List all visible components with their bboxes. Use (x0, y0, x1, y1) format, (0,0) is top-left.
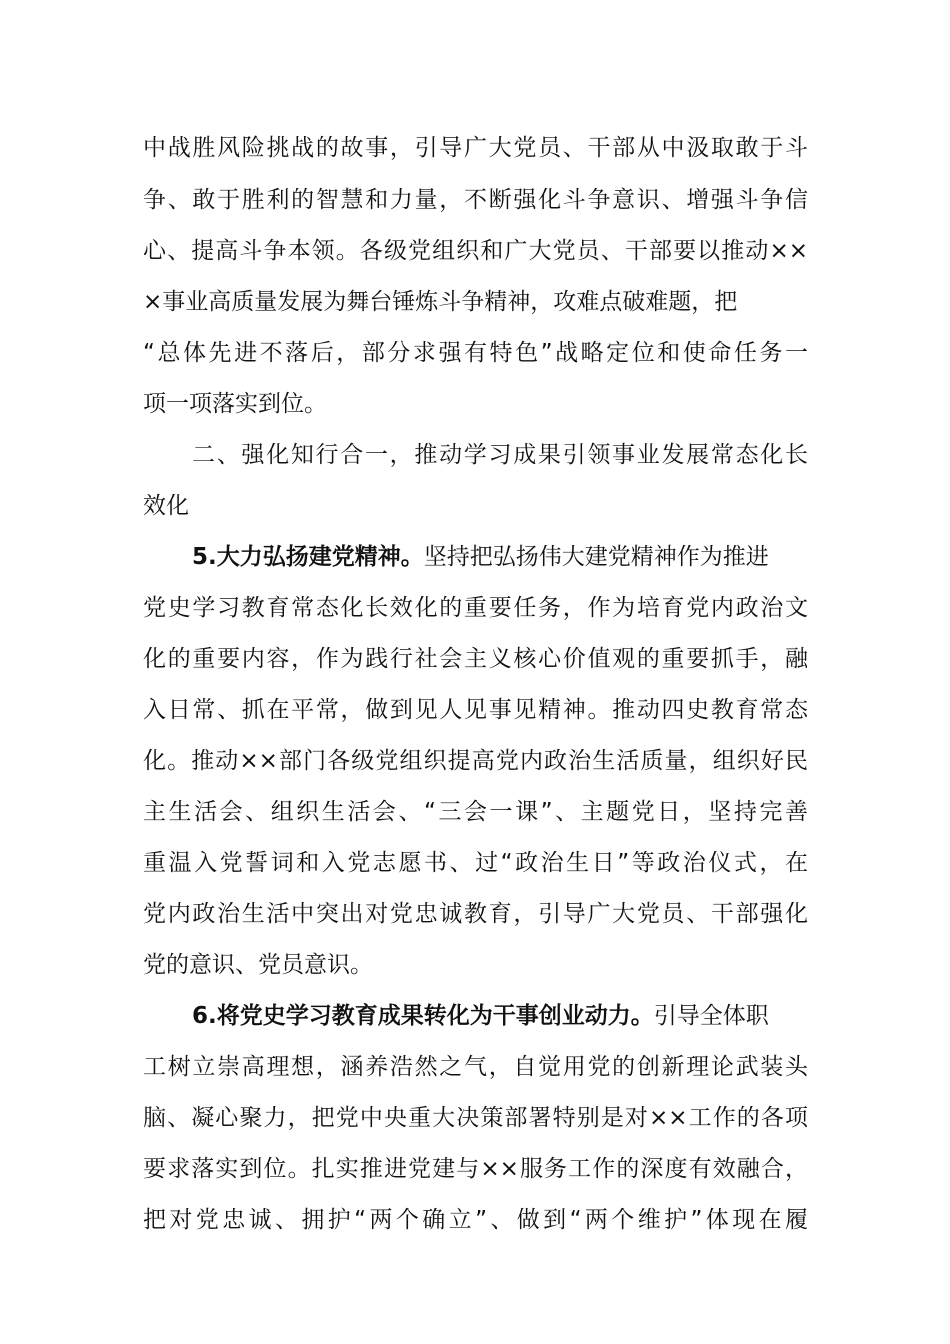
body-text-line: 中战胜风险挑战的故事，引导广大党员、干部从中汲取敢于斗 (143, 135, 808, 161)
body-text-line: 化。推动××部门各级党组织提高党内政治生活质量，组织好民 (143, 748, 808, 774)
body-text-line: 入日常、抓在平常，做到见人见事见精神。推动四史教育常态 (143, 697, 808, 723)
item-6-title: 6.将党史学习教育成果转化为干事创业动力。 (192, 1003, 654, 1029)
body-text-line: 化的重要内容，作为践行社会主义核心价值观的重要抓手，融 (143, 646, 808, 672)
body-text-line: 工树立崇高理想，涵养浩然之气，自觉用党的创新理论武装头 (143, 1054, 808, 1080)
body-text-line: 把对党忠诚、拥护“两个确立”、做到“两个维护”体现在履 (143, 1207, 808, 1233)
body-text-line: 要求落实到位。扎实推进党建与××服务工作的深度有效融合， (143, 1156, 808, 1182)
body-text-line: 脑、凝心聚力，把党中央重大决策部署特别是对××工作的各项 (143, 1105, 808, 1131)
body-text-line: 争、敢于胜利的智慧和力量，不断强化斗争意识、增强斗争信 (143, 187, 808, 213)
body-text-line: 党史学习教育常态化长效化的重要任务，作为培育党内政治文 (143, 595, 808, 621)
item-6-first-line (192, 996, 808, 1036)
body-text-line: 党内政治生活中突出对党忠诚教育，引导广大党员、干部强化 (143, 901, 808, 927)
section-heading: 二、强化知行合一，推动学习成果引领事业发展常态化长 (192, 442, 808, 468)
body-text-line: ×事业高质量发展为舞台锤炼斗争精神，攻难点破难题，把 (143, 289, 738, 315)
body-text-line: “总体先进不落后，部分求强有特色”战略定位和使命任务一 (143, 340, 808, 366)
item-5-first-line (192, 537, 808, 577)
body-text-line: 党的意识、党员意识。 (143, 952, 373, 978)
body-text-line: 重温入党誓词和入党志愿书、过“政治生日”等政治仪式，在 (143, 850, 808, 876)
body-text-line: 项一项落实到位。 (143, 391, 327, 417)
item-5-text: 坚持把弘扬伟大建党精神作为推进 (423, 544, 769, 570)
item-6-text: 引导全体职 (653, 1003, 769, 1029)
item-5-title: 5.大力弘扬建党精神。 (192, 544, 424, 570)
body-text-line: 心、提高斗争本领。各级党组织和广大党员、干部要以推动×× (143, 238, 808, 264)
section-heading: 效化 (143, 493, 189, 519)
body-text-line: 主生活会、组织生活会、“三会一课”、主题党日，坚持完善 (143, 799, 808, 825)
